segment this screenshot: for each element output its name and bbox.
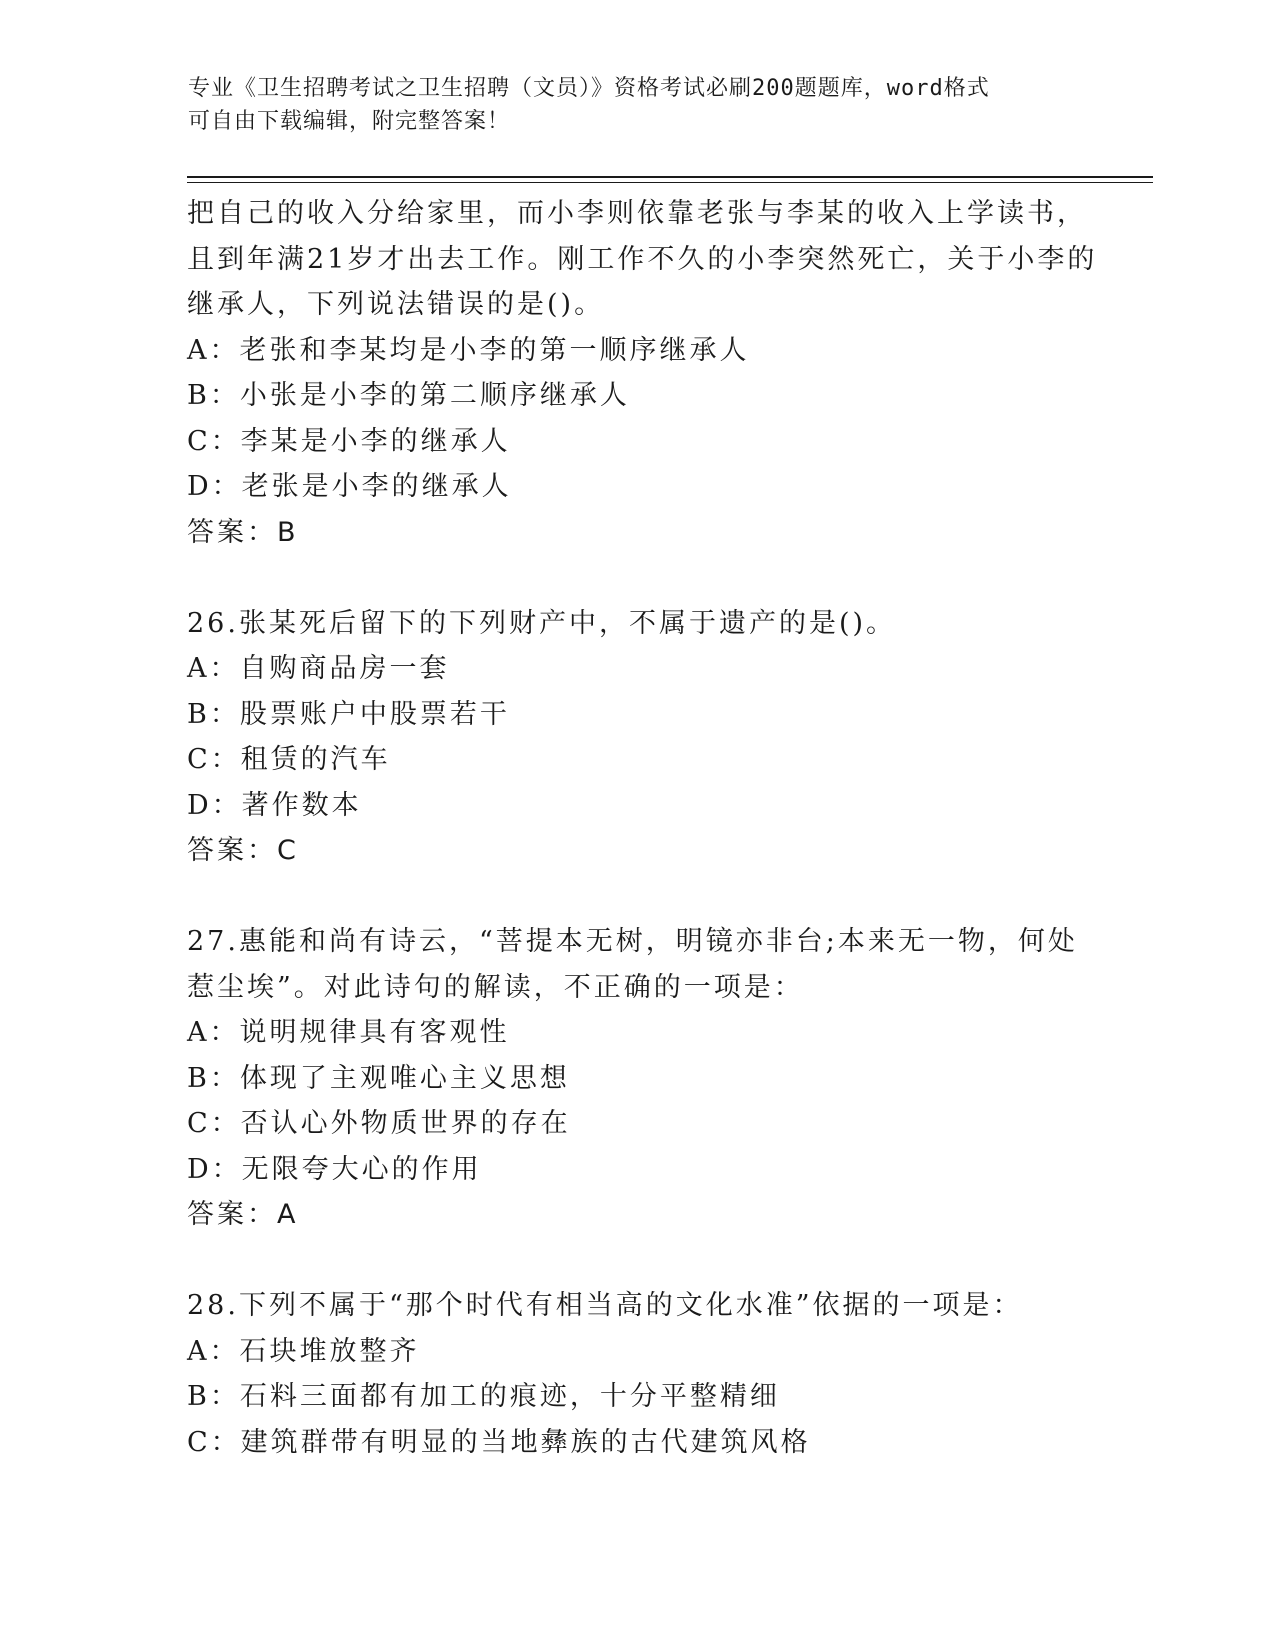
question-list bbox=[187, 191, 1098, 1465]
option-b: B：石料三面都有加工的痕迹，十分平整精细 bbox=[187, 1381, 780, 1412]
option-c: C：租赁的汽车 bbox=[187, 744, 391, 775]
question-stem-line: 且到年满21岁才出去工作。刚工作不久的小李突然死亡，关于小李的 bbox=[187, 243, 1098, 275]
option-d: D：著作数本 bbox=[187, 789, 362, 821]
option-b: B：小张是小李的第二顺序继承人 bbox=[187, 380, 630, 411]
option-b: B：体现了主观唯心主义思想 bbox=[187, 1062, 570, 1094]
question-stem-line: 惹尘埃”。对此诗句的解读，不正确的一项是： bbox=[187, 971, 804, 1003]
header-divider-thin bbox=[187, 182, 1153, 183]
option-a: A：自购商品房一套 bbox=[187, 653, 450, 684]
option-d: D：老张是小李的继承人 bbox=[187, 471, 512, 502]
option-d: D：无限夸大心的作用 bbox=[187, 1153, 482, 1185]
header-divider-thick bbox=[187, 176, 1153, 178]
option-a: A：说明规律具有客观性 bbox=[187, 1017, 510, 1048]
question-25 bbox=[187, 191, 1098, 555]
question-stem-line: 继承人，下列说法错误的是()。 bbox=[187, 289, 605, 320]
option-c: C：李某是小李的继承人 bbox=[187, 425, 511, 457]
question-spacer bbox=[187, 555, 1087, 601]
option-c: C：建筑群带有明显的当地彝族的古代建筑风格 bbox=[187, 1426, 811, 1458]
option-a: A：石块堆放整齐 bbox=[187, 1335, 420, 1367]
question-stem-line: 28.下列不属于“那个时代有相当高的文化水准”依据的一项是： bbox=[187, 1290, 1023, 1321]
option-a: A：老张和李某均是小李的第一顺序继承人 bbox=[187, 334, 750, 366]
question-27 bbox=[187, 919, 1087, 1238]
answer-label: 答案：B bbox=[187, 516, 299, 548]
answer-label: 答案：C bbox=[187, 835, 299, 866]
page-header bbox=[188, 72, 1068, 138]
option-b: B：股票账户中股票若干 bbox=[187, 698, 510, 730]
option-c: C：否认心外物质世界的存在 bbox=[187, 1108, 571, 1139]
question-stem-line: 把自己的收入分给家里，而小李则依靠老张与李某的收入上学读书， bbox=[187, 198, 1087, 229]
header-title-line-2: 可自由下载编辑，附完整答案！ bbox=[188, 109, 511, 134]
question-stem-line: 26.张某死后留下的下列财产中，不属于遗产的是()。 bbox=[187, 607, 897, 639]
header-title-line-1: 专业《卫生招聘考试之卫生招聘（文员）》资格考试必刷200题题库，word格式 bbox=[188, 76, 990, 101]
question-spacer bbox=[187, 1238, 1087, 1284]
answer-label: 答案：A bbox=[187, 1199, 299, 1230]
question-26 bbox=[187, 601, 1087, 874]
question-stem-line: 27.惠能和尚有诗云，“菩提本无树，明镜亦非台;本来无一物，何处 bbox=[187, 926, 1078, 957]
question-spacer bbox=[187, 874, 1087, 920]
question-28 bbox=[187, 1283, 1087, 1465]
